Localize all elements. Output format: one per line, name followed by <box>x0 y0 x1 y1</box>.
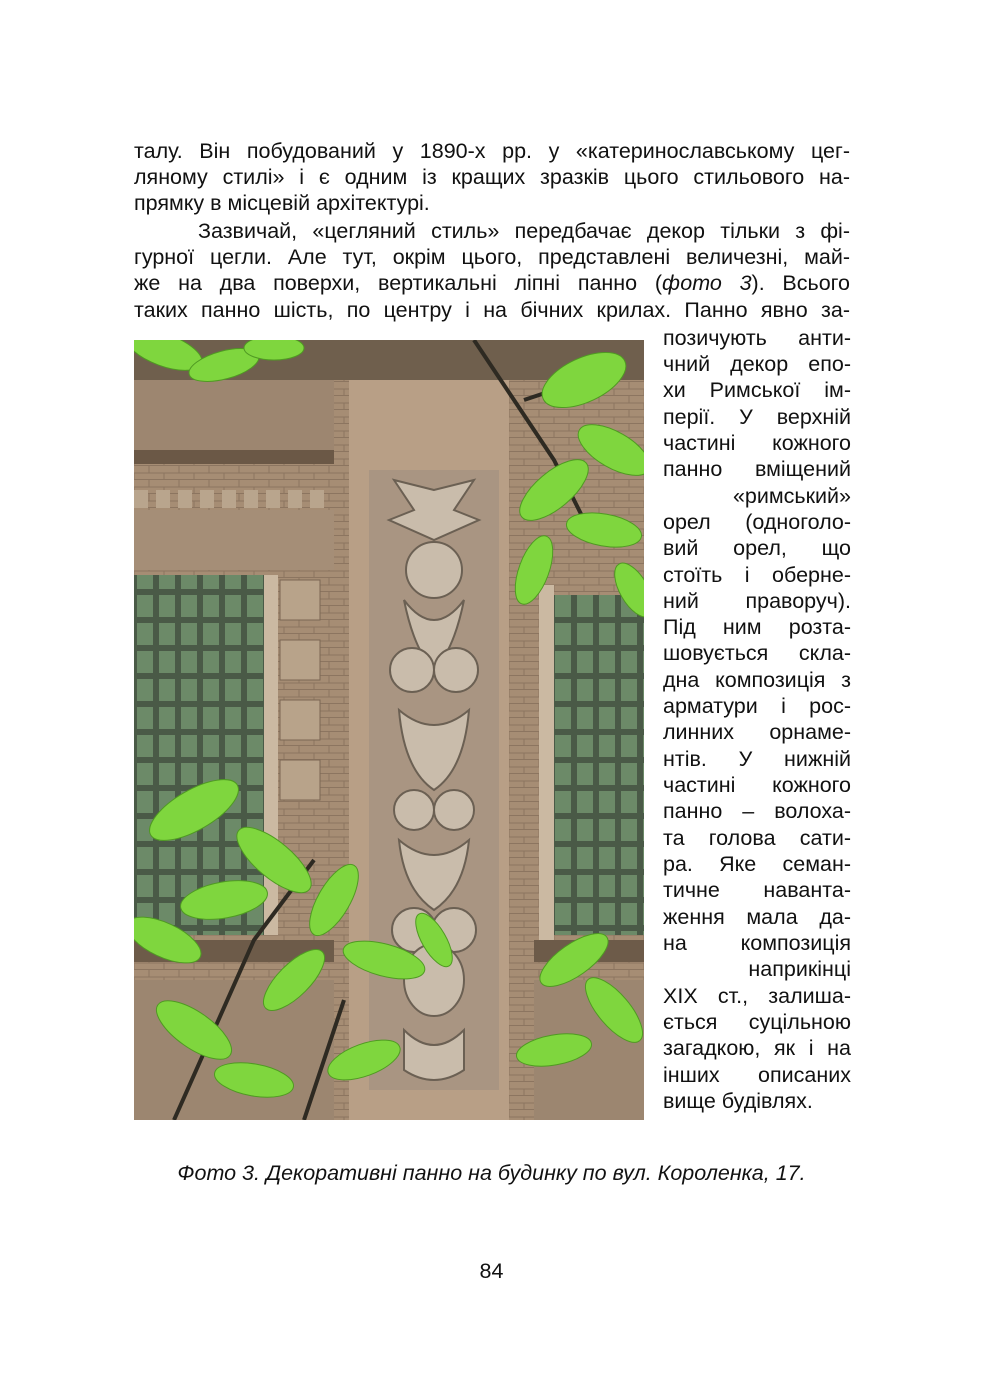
body-line-2: ляному стилі» і є одним із кращих зразків цього стильового на- <box>134 165 850 189</box>
side-line-25: наприкінці <box>748 957 851 981</box>
body-line-5: гурної цегли. Але тут, окрім цього, представлені величезні, май- <box>134 245 850 269</box>
side-line-15: арматури і рос- <box>663 694 851 718</box>
photo-caption: Фото 3. Декоративні панно на будинку по вул. Короленка, 17. <box>177 1161 806 1185</box>
side-line-22: тичне наванта- <box>663 878 851 902</box>
side-line-19: панно – волоха- <box>663 799 851 823</box>
body-line-7: таких панно шість, по центру і на бічних крилах. Панно явно за- <box>134 298 850 322</box>
side-line-29: інших описаних <box>663 1063 851 1087</box>
side-line-6: панно вміщений <box>663 457 851 481</box>
side-line-12: Під ним розта- <box>663 615 851 639</box>
side-line-23: ження мала да- <box>663 905 851 929</box>
side-line-17: нтів. У нижній <box>663 747 851 771</box>
side-line-18: частині кожного <box>663 773 851 797</box>
side-line-10: стоїть і оберне- <box>663 563 851 587</box>
body-line-6-tail: ). Всього <box>751 271 851 295</box>
side-line-26: XIX ст., залиша- <box>663 984 851 1008</box>
body-line-4: Зазвичай, «цегляний стиль» передбачає декор тільки з фі- <box>198 219 850 243</box>
side-line-2: чний декор епо- <box>663 352 851 376</box>
facade-photo-drawing <box>134 340 644 1120</box>
side-line-1: позичують анти- <box>663 326 851 350</box>
body-line-3: прямку в місцевій архітектурі. <box>134 191 430 215</box>
side-line-13: шовується скла- <box>663 641 851 665</box>
side-line-14: дна композиція з <box>663 668 851 692</box>
body-line-1: талу. Він побудований у 1890-х рр. у «катеринославському цег- <box>134 139 850 163</box>
side-line-16: линних орнаме- <box>663 720 851 744</box>
side-line-7: «римський» <box>732 484 851 508</box>
side-line-24: на композиція <box>663 931 851 955</box>
photo-reference: фото 3 <box>662 271 752 295</box>
side-line-8: орел (одноголо- <box>663 510 851 534</box>
side-line-4: перії. У верхній <box>663 405 851 429</box>
page-number: 84 <box>479 1259 504 1283</box>
side-line-3: хи Римської ім- <box>663 378 851 402</box>
side-line-5: частині кожного <box>663 431 851 455</box>
side-line-9: вий орел, що <box>663 536 851 560</box>
side-line-28: загадкою, як і на <box>663 1036 851 1060</box>
side-line-11: ний праворуч). <box>663 589 851 613</box>
side-line-27: ється суцільною <box>663 1010 851 1034</box>
side-line-30: вище будівлях. <box>663 1089 813 1113</box>
facade-photo <box>134 340 644 1120</box>
side-line-21: ра. Яке семан- <box>663 852 851 876</box>
side-line-20: та голова сати- <box>663 826 851 850</box>
body-line-6 <box>134 270 850 296</box>
body-line-6-text: же на два поверхи, вертикальні ліпні панно ( <box>134 271 663 295</box>
